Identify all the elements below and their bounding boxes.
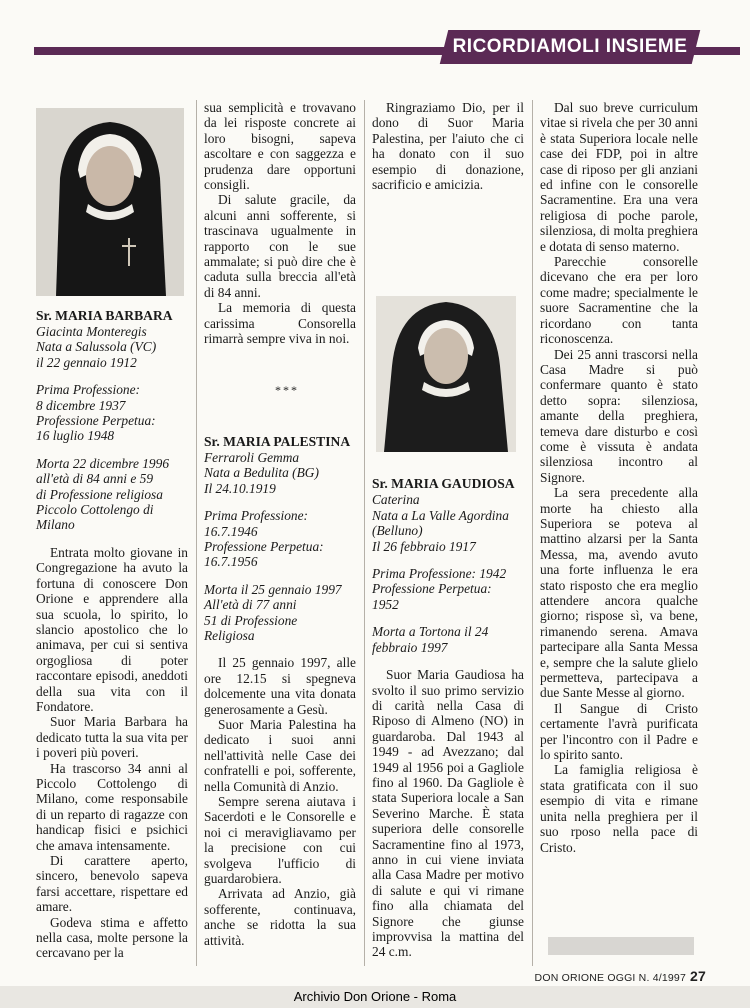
body-paragraph: Il Sangue di Cristo certamente l'avrà purificata per l'incontro con il Padre e lo spirito santo.: [540, 700, 698, 763]
body-paragraph: sua semplicità e trovavano da lei risposte concrete ai loro bisogni, sapeva ascoltare e con saggezza e prudenza dare opportuni consigli.: [204, 100, 356, 193]
column-divider: [196, 100, 197, 966]
page-number: 27: [690, 968, 706, 984]
body-paragraph: La memoria di questa carissima Consorella rimarrà sempre viva in noi.: [204, 300, 356, 347]
column-4: [540, 100, 698, 855]
body-paragraph: Arrivata ad Anzio, già sofferente, continuava, anche se ridotta la sua attività.: [204, 886, 356, 948]
body-paragraph: Dal suo breve curriculum vitae si rivela che per 30 anni è stata Superiora locale nelle case dei FDP, poi in altre case di riposo per gli anziani ed infine con le consorelle Sacramentine. Era una vera religiosa di poche parole, silenziosa, di molta preghiera e dotata di senso materno.: [540, 100, 698, 254]
separator-stars: ***: [275, 382, 299, 397]
death-info: Morta il 25 gennaio 1997 All'età di 77 anni 51 di Professione Religiosa: [204, 581, 342, 643]
column-3: [372, 100, 524, 960]
archive-label: Archivio Don Orione - Roma: [0, 986, 750, 1008]
birth-info: Ferraroli Gemma Nata a Bedulita (BG) Il 24.10.1919: [204, 449, 319, 496]
profession-info: Prima Professione: 1942 Professione Perpetua: 1952: [372, 566, 507, 612]
column-divider: [532, 100, 533, 966]
body-paragraph: Suor Maria Gaudiosa ha svolto il suo primo servizio di carità nella Casa di Riposo di Almeno (NO) in guardaroba. Dal 1943 al 1949 - ad Avezzano; dal 1949 al 1956 poi a Gagliole fino al 1960. Da Gagliole è stata Superiora locale a San Severino Marche. È stata superiora delle consorelle Sacramentine fino al 1973, anno in cui viene inviata alla Casa Madre per motivo di salute e qui vi rimane fino alla chiamata del Signore che giunse improvvisa la mattina del 24 c.m.: [372, 667, 524, 960]
body-paragraph: Di carattere aperto, sincero, benevolo sapeva farsi accettare, rispettare ed amare.: [36, 853, 188, 915]
body-paragraph: La sera precedente alla morte ha chiesto alla Superiora se poteva al mattino alzarsi per la Santa Messa, ma, avendo avuto una forte influenza le era stato risposto che era meglio attendere ancora qualche giorno; rispose sì, va bene, rimanendo serena. Amava partecipare alla Santa Messa e, sempre che la salute glielo permetteva, partecipava a due Sante Messe al giorno.: [540, 485, 698, 701]
portrait-photo-maria-barbara: [36, 108, 184, 296]
body-paragraph: Sempre serena aiutava i Sacerdoti e le Consorelle e noi ci meravigliavamo per la precisione con cui svolgeva l'ufficio di guardarobiera.: [204, 794, 356, 887]
body-paragraph: La famiglia religiosa è stata gratificata con il suo esempio di vita e rimane unita nella preghiera per il suo rposo nella pace di Cristo.: [540, 762, 698, 855]
body-paragraph: Di salute gracile, da alcuni anni sofferente, si trascinava ugualmente in rapporto con le sue ammalate; si può dire che è caduta sulla breccia all'età di 84 anni.: [204, 192, 356, 300]
body-paragraph: Suor Maria Palestina ha dedicato i suoi anni nell'attività nelle Case dei confratelli e poi, sofferente, nella Comunità di Anzio.: [204, 717, 356, 794]
portrait-photo-maria-gaudiosa: [376, 296, 516, 452]
grey-strip: [548, 937, 694, 955]
profession-info: Prima Professione: 16.7.1946 Professione Perpetua: 16.7.1956: [204, 508, 324, 570]
section-title: RICORDIAMOLI INSIEME: [452, 36, 688, 57]
publication-label: DON ORIONE OGGI N. 4/1997: [534, 972, 687, 984]
death-info: Morta a Tortona il 24 febbraio 1997: [372, 624, 489, 655]
column-divider: [364, 100, 365, 966]
body-paragraph: Dei 25 anni trascorsi nella Casa Madre si può confermare quanto è stato detto sopra: silenziosa, amante della preghiera, temeva dare disturbo e così come è vissuta è andata silenziosa incontro al Signore.: [540, 346, 698, 485]
nun-name: Sr. MARIA BARBARA: [36, 308, 173, 323]
column-2: [204, 100, 356, 948]
body-paragraph: Parecchie consorelle dicevano che era per loro come madre; specialmente le suore Sacramentine che la ricordano con tanta riconoscenza.: [540, 254, 698, 347]
birth-info: Caterina Nata a La Valle Agordina (Belluno) Il 26 febbraio 1917: [372, 492, 509, 554]
body-paragraph: Ringraziamo Dio, per il dono di Suor Maria Palestina, per l'aiuto che ci ha donato con il suo esempio di donazione, sacrificio e amicizia.: [372, 100, 524, 193]
body-paragraph: Suor Maria Barbara ha dedicato tutta la sua vita per i poveri più poveri.: [36, 714, 188, 761]
body-paragraph: Godeva stima e affetto nella casa, molte persone la cercavano per la: [36, 914, 188, 961]
birth-info: Giacinta Monteregis Nata a Salussola (VC) il 22 gennaio 1912: [36, 324, 157, 370]
body-paragraph: Entrata molto giovane in Congregazione ha avuto la fortuna di conoscere Don Orione e apprendere alla sua scuola, lo spirito, lo slancio apostolico che lo animava, per cui si sentiva orgogliosa di poter raccontare episodi, aneddoti della sua vita con il Fondatore.: [36, 544, 188, 714]
body-paragraph: Ha trascorso 34 anni al Piccolo Cottolengo di Milano, come responsabile di un reparto di ragazze con handicap fisici e psichici che amava intensamente.: [36, 760, 188, 853]
profession-info: Prima Professione: 8 dicembre 1937 Professione Perpetua: 16 luglio 1948: [36, 382, 156, 444]
column-1: [36, 100, 188, 961]
nun-name: Sr. MARIA GAUDIOSA: [372, 476, 515, 492]
page-footer: [535, 968, 706, 984]
body-paragraph: Il 25 gennaio 1997, alle ore 12.15 si spegneva dolcemente una vita donata generosamente a Gesù.: [204, 655, 356, 717]
nun-name: Sr. MARIA PALESTINA: [204, 433, 351, 449]
death-info: Morta 22 dicembre 1996 all'età di 84 anni e 59 di Professione religiosa Piccolo Cottolengo di Milano: [36, 455, 170, 533]
